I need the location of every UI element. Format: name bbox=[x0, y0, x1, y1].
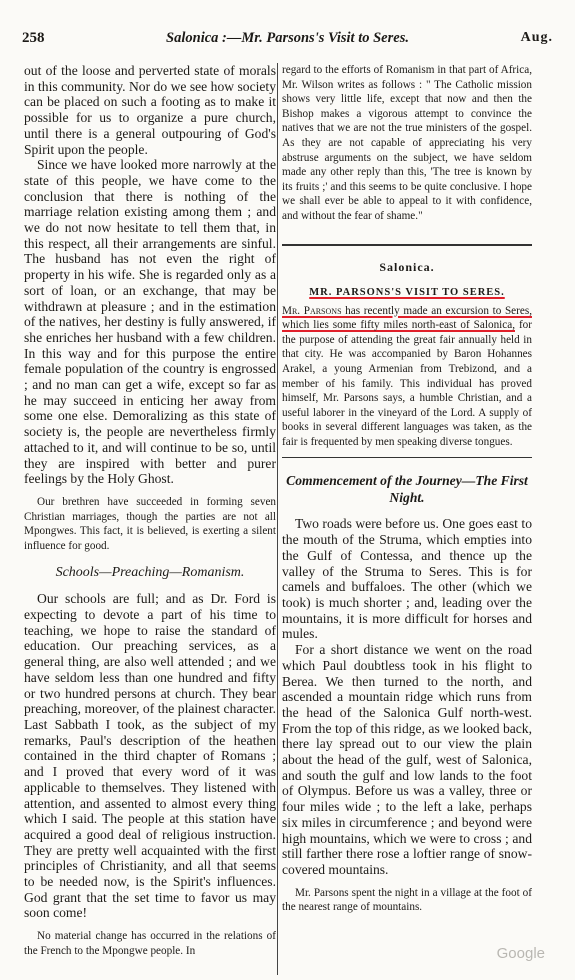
right-paragraph-2 bbox=[282, 304, 532, 450]
column-divider bbox=[277, 63, 278, 975]
page-header bbox=[22, 30, 553, 52]
google-watermark: Google bbox=[496, 945, 545, 962]
paragraph-rest: for the purpose of attending the great fair annually held in that city. He was accompanied by Baron Hohannes Arakel, a young Armenian from Trebizond, and a member of his family. This individual has proved himself, Mr. Parsons says, a humble Christian, and a useful laborer in the vineyard of the Lord. A supply of books in several different languages was taken, as the fair is frequented by men speaking diverse tongues. bbox=[282, 319, 532, 448]
right-note: Mr. Parsons spent the night in a village at the foot of the nearest range of mountains. bbox=[282, 886, 532, 914]
section-subtitle: MR. PARSONS'S VISIT TO SERES. bbox=[309, 286, 505, 298]
right-column bbox=[282, 63, 532, 915]
underlined-passage: has recently made an excursion to Seres, which lies some fifty miles north-east of Salonica, bbox=[282, 304, 532, 332]
underlined-name: Mr. Parsons bbox=[282, 304, 342, 317]
subsection-rule bbox=[282, 457, 532, 458]
left-paragraph-1: out of the loose and perverted state of morals in this community. Nor do we see how society can be placed on such a footing as to make it possible for us to organize a pure church, until there is a general outpouring of God's Spirit upon the people. bbox=[24, 63, 276, 157]
left-note-2: No material change has occurred in the relations of the French to the Mpongwe people. In bbox=[24, 930, 276, 957]
right-paragraph-3: Two roads were before us. One goes east to the mouth of the Struma, which empties into the Gulf of Contessa, and thence up the valley of the Struma to Seres. This is for camels and buffaloes. The other (which we took) is much shorter ; and, leading over the mountains, it is more difficult for horses and mules. bbox=[282, 516, 532, 642]
right-paragraph-1: regard to the efforts of Romanism in that part of Africa, Mr. Wilson writes as follows : " The Catholic mission shows very little life, except that now and then the Bishop makes a vigorous attempt to convince the natives that we are not the true ministers of the gospel. As they are not capable of appreciating his very abstruse arguments on the subject, we have seldom made any other reply than this, 'The tree is known by its fruits ;' and this seems to be quite conclusive. I hope we shall ever be able to appeal to it with confidence, and without the fear of shame." bbox=[282, 64, 532, 222]
running-month: Aug. bbox=[520, 30, 553, 45]
left-paragraph-3: Our schools are full; and as Dr. Ford is expecting to devote a part of his time to teaching, we hope to raise the standard of education. Our preaching services, as a general thing, are also well attended ; and we have seldom less than one hundred and fifty or two hundred persons at church. They bear preaching, moreover, of the plainest character. Last Sabbath I took, as the subject of my remarks, Paul's description of the heathen contained in the third chapter of Romans ; and I proved that every word of it was applicable to themselves. They listened with attention, and assented to almost every thing which I said. The people at this station have acquired a good deal of religious instruction. They are pretty well acquainted with the first principles of Christianity, and all that seems to be needed now, is the Spirit's influences. God grant that the set time to favor us may soon come! bbox=[24, 591, 276, 921]
page-number: 258 bbox=[22, 30, 45, 46]
left-paragraph-2: Since we have looked more narrowly at the state of this people, we have come to the conclusion that there is nothing of the marriage relation existing among them ; and we do not now hesitate to tell them that, in this respect, all their arrangements are sinful. The husband has not even the right of property in his wife. She is regarded only as a sort of loan, or an exchange, that may be withdrawn at pleasure ; and in the estimation of the natives, her destiny is fully answered, if she enriches her husband with a few children. In this way and for this purpose the entire female population of the country is engrossed ; and no man can get a wife, except so far as he may succeed in enticing her away from some one else. Demoralizing as this state of society is, the people are nevertheless firmly attached to it, and will continue to be so, until they are inspired with better and purer feelings by the Holy Ghost. bbox=[24, 157, 276, 487]
left-note-1: Our brethren have succeeded in forming seven Christian marriages, though the parties are not all Mpongwes. This fact, it is believed, is exerting a silent influence for good. bbox=[24, 495, 276, 552]
running-title: Salonica :—Mr. Parsons's Visit to Seres. bbox=[166, 30, 409, 46]
left-column bbox=[24, 63, 276, 958]
section-rule bbox=[282, 244, 532, 246]
right-paragraph-4: For a short distance we went on the road which Paul doubtless took in his flight to Berea. We then turned to the north, and ascended a mountain ridge which runs from the head of the Salonica Gulf north-west. From the top of this ridge, as we looked back, there lay spread out to our view the plain about the head of the gulf, west of Salonica, and south the gulf and low lands to the foot of Olympus. Before us was a valley, three or four miles wide ; to the left a lake, perhaps six miles in circumference ; and beyond were high mountains, which we were to cross ; and still farther there rose a loftier range of snow-covered mountains. bbox=[282, 642, 532, 877]
section-title: Salonica. bbox=[379, 259, 435, 274]
left-subheading: Schools—Preaching—Romanism. bbox=[55, 565, 245, 581]
right-subheading: Commencement of the Journey—The First Night. bbox=[286, 473, 528, 506]
